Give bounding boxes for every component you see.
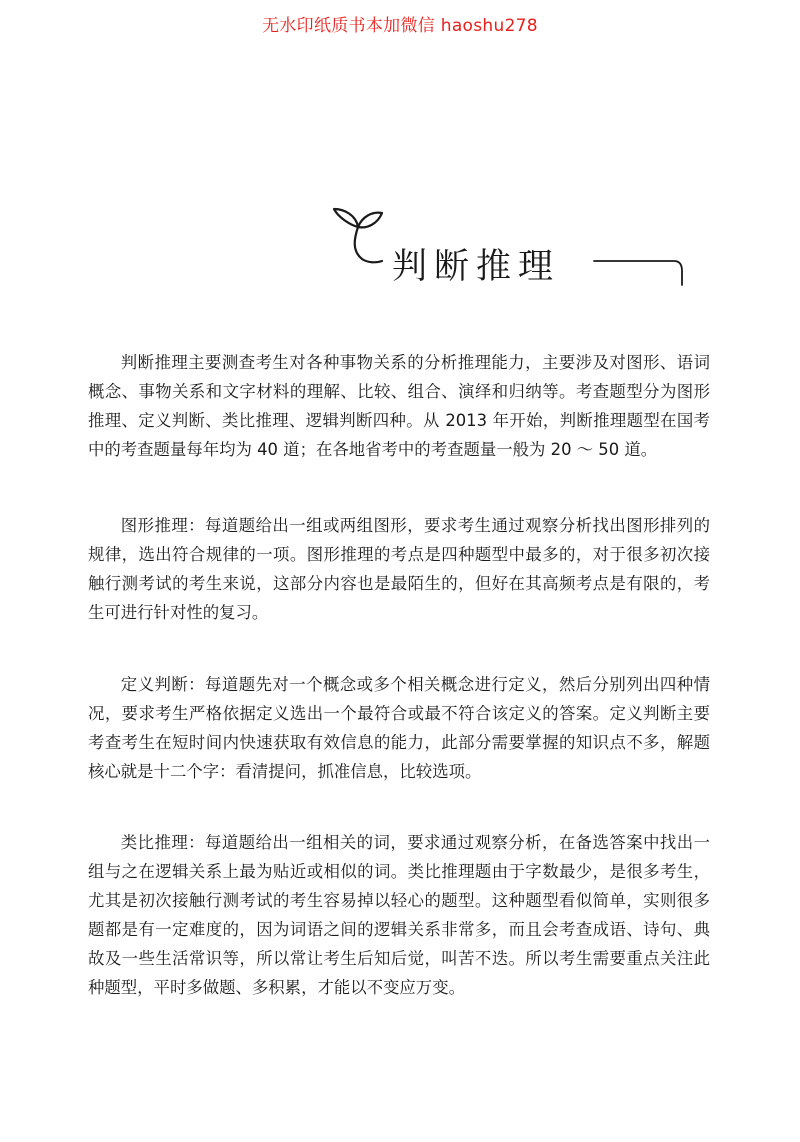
paragraph-overview: 判断推理主要测查考生对各种事物关系的分析推理能力，主要涉及对图形、语词概念、事物关系和文字材料的理解、比较、组合、演绎和归纳等。考查题型分为图形推理、定义判断、类比推理、逻辑判断四种。从 2013 年开始，判断推理题型在国考中的考查题量每年均为 40 道；在各地省考中的考查题量一般为 20 ～ 50 道。: [88, 353, 710, 459]
watermark: 无水印纸质书本加微信 haoshu278: [262, 16, 538, 36]
page-title: 判断推理: [392, 247, 561, 287]
paragraph-definition-judgment: 定义判断：每道题先对一个概念或多个相关概念进行定义，然后分别列出四种情况，要求考生严格依据定义选出一个最符合或最不符合该定义的答案。定义判断主要考查考生在短时间内快速获取有效信息的能力，此部分需要掌握的知识点不多，解题核心就是十二个字：看清提问，抓准信息，比较选项。: [88, 675, 710, 781]
paragraph-figure-reasoning: 图形推理：每道题给出一组或两组图形，要求考生通过观察分析找出图形排列的规律，选出符合规律的一项。图形推理的考点是四种题型中最多的，对于很多初次接触行测考试的考生来说，这部分内容也是最陌生的，但好在其高频考点是有限的，考生可进行针对性的复习。: [88, 516, 710, 622]
section-header: [328, 205, 690, 295]
paragraph-analogy-reasoning: 类比推理：每道题给出一组相关的词，要求通过观察分析，在备选答案中找出一组与之在逻辑关系上最为贴近或相似的词。类比推理题由于字数最少，是很多考生，尤其是初次接触行测考试的考生容易掉以轻心的题型。这种题型看似简单，实则很多题都是有一定难度的，因为词语之间的逻辑关系非常多，而且会考查成语、诗句、典故及一些生活常识等，所以常让考生后知后觉，叫苦不迭。所以考生需要重点关注此种题型，平时多做题、多积累，才能以不变应万变。: [88, 833, 710, 997]
